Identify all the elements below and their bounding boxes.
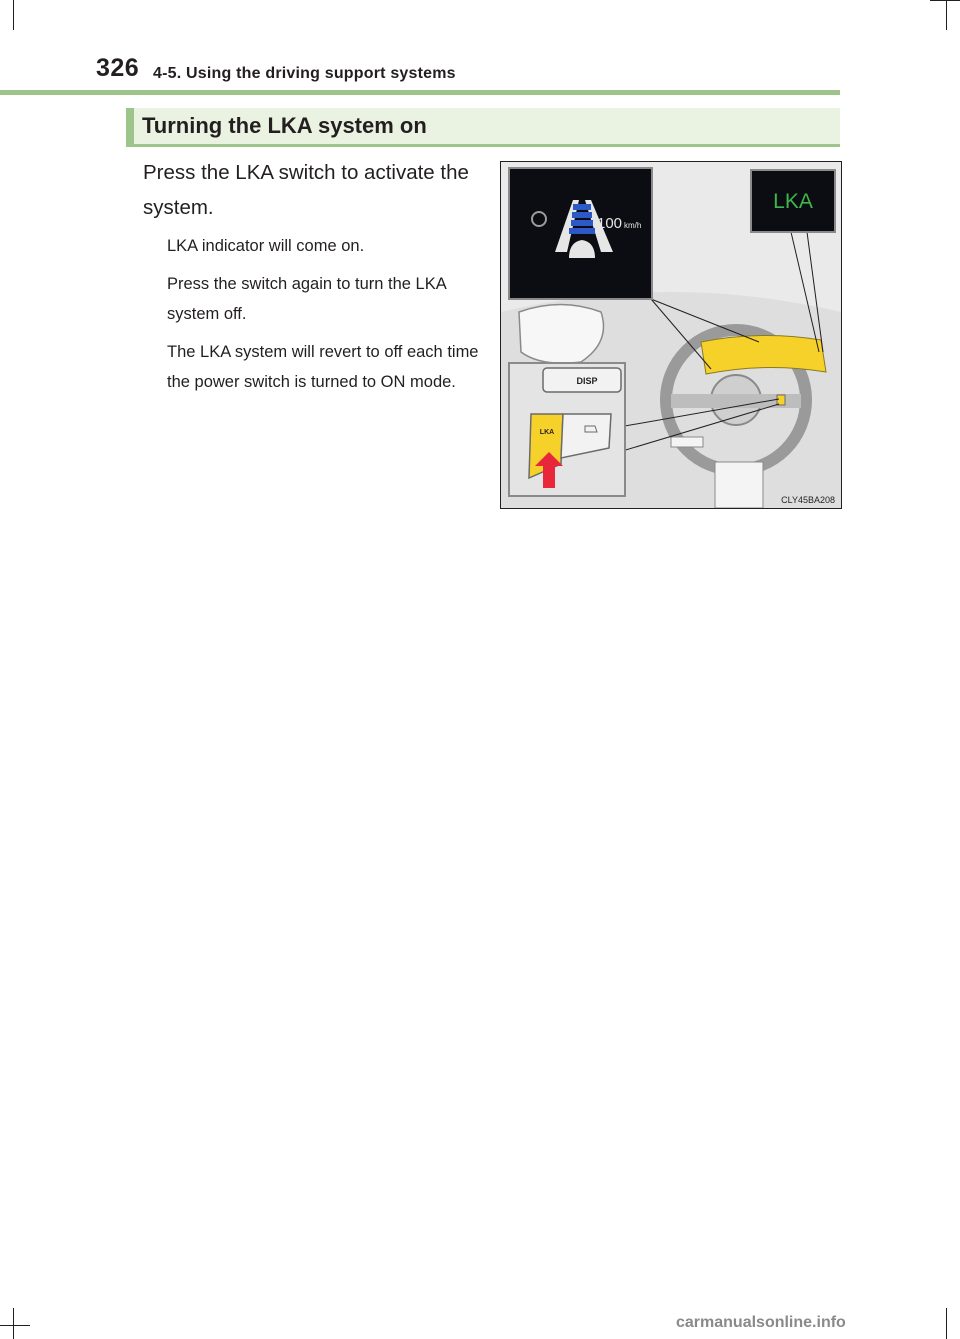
distance-bar bbox=[573, 204, 591, 210]
crop-mark-bottom-left-h bbox=[0, 1325, 30, 1326]
switch-highlight bbox=[777, 395, 785, 405]
cockpit-illustration bbox=[501, 162, 841, 508]
crop-mark-top-right-h bbox=[930, 0, 960, 1]
note-item: Press the switch again to turn the LKA system off. bbox=[167, 275, 446, 323]
heading-underline bbox=[126, 144, 840, 147]
instruction-lead: Press the LKA switch to activate the system. bbox=[143, 161, 469, 219]
note-item: LKA indicator will come on. bbox=[167, 237, 365, 255]
subsection-heading-bar bbox=[126, 108, 840, 146]
heading-accent bbox=[126, 108, 134, 146]
crop-mark-bottom-left-v bbox=[13, 1308, 14, 1339]
pedal bbox=[715, 462, 763, 508]
figure-code: CLY45BA208 bbox=[781, 495, 835, 505]
crop-mark-top-right-v bbox=[946, 0, 947, 30]
side-mirror bbox=[519, 305, 604, 364]
body-text bbox=[143, 155, 488, 405]
footer-watermark[interactable]: carmanualsonline.info bbox=[676, 1314, 846, 1331]
page-number: 326 bbox=[96, 54, 140, 82]
lka-indicator-label: LKA bbox=[773, 190, 813, 213]
vent bbox=[671, 437, 703, 447]
disp-button-label: DISP bbox=[576, 376, 598, 386]
speed-unit: km/h bbox=[624, 221, 642, 230]
subsection-title: Turning the LKA system on bbox=[142, 113, 427, 138]
note-item: The LKA system will revert to off each time the power switch is turned to ON mode. bbox=[167, 343, 479, 391]
crop-mark-bottom-right-v bbox=[946, 1308, 947, 1339]
distance-bar bbox=[571, 220, 593, 226]
speed-readout: 100 bbox=[597, 215, 623, 232]
distance-bar bbox=[572, 212, 592, 218]
header-rule bbox=[0, 90, 840, 95]
lka-switch-label: LKA bbox=[539, 429, 555, 436]
section-header: 4-5. Using the driving support systems bbox=[153, 65, 456, 82]
crop-mark-top-left-v bbox=[13, 0, 14, 30]
lka-illustration bbox=[500, 161, 842, 509]
distance-bar bbox=[569, 228, 595, 234]
